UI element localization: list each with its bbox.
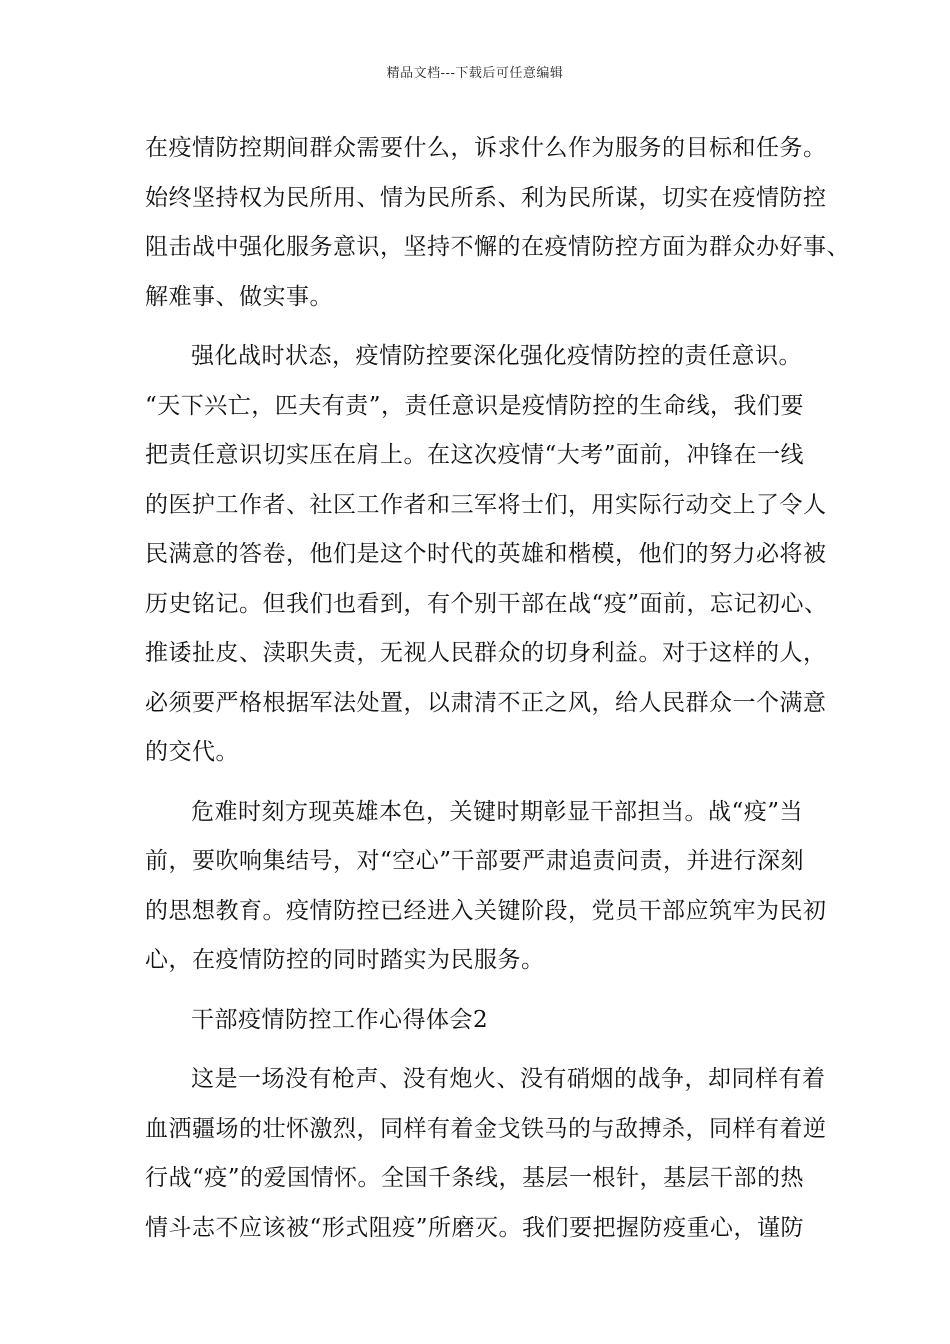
text-line: 行战“疫”的爱国情怀。全国千条线，基层一根针，基层干部的热 bbox=[145, 1165, 805, 1191]
text-line: 危难时刻方现英雄本色，关键时期彰显干部担当。战“疫”当 bbox=[191, 798, 804, 825]
text-line: 这是一场没有枪声、没有炮火、没有硝烟的战争，却同样有着 bbox=[191, 1066, 826, 1092]
text-line: 情斗志不应该被“形式阻疫”所磨灭。我们要把握防疫重心，谨防 bbox=[145, 1214, 805, 1241]
document-body bbox=[145, 124, 850, 1263]
paragraph-2 bbox=[145, 332, 828, 778]
paragraph-3 bbox=[145, 788, 827, 986]
text-line: 必须要严格根据军法处置，以肃清不正之风，给人民群众一个满意 bbox=[145, 689, 827, 716]
text-line: 前，要吹响集结号，对“空心”干部要严肃追责问责，并进行深刻 bbox=[145, 848, 805, 874]
text-line: 的交代。 bbox=[145, 739, 239, 765]
text-line: 血洒疆场的壮怀激烈，同样有着金戈铁马的与敌搏杀，同样有着逆 bbox=[145, 1115, 827, 1142]
text-line: 解难事、做实事。 bbox=[145, 283, 333, 310]
text-line: 的思想教育。疫情防控已经进入关键阶段，党员干部应筑牢为民初 bbox=[145, 897, 827, 924]
text-line: “天下兴亡，匹夫有责”，责任意识是疫情防控的生命线，我们要 bbox=[145, 392, 805, 419]
text-line: 始终坚持权为民所用、情为民所系、利为民所谋，切实在疫情防控 bbox=[145, 184, 827, 211]
text-line: 历史铭记。但我们也看到，有个别干部在战“疫”面前，忘记初心、 bbox=[145, 590, 828, 617]
text-line: 把责任意识切实压在肩上。在这次疫情“大考”面前，冲锋在一线 bbox=[145, 442, 805, 468]
text-line: 民满意的答卷，他们是这个时代的英雄和楷模，他们的努力必将被 bbox=[145, 541, 827, 567]
page-header: 精品文档---下载后可任意编辑 bbox=[386, 66, 564, 81]
section-heading bbox=[145, 996, 817, 1046]
text-line: 的医护工作者、社区工作者和三军将士们，用实际行动交上了令人 bbox=[145, 491, 827, 518]
paragraph-4 bbox=[145, 1055, 827, 1253]
text-line: 强化战时状态，疫情防控要深化强化疫情防控的责任意识。 bbox=[191, 343, 802, 369]
text-line: 干部疫情防控工作心得体会2 bbox=[191, 1006, 489, 1033]
text-line: 在疫情防控期间群众需要什么，诉求什么作为服务的目标和任务。 bbox=[145, 135, 827, 161]
text-line: 推诿扯皮、渎职失责，无视人民群众的切身利益。对于这样的人， bbox=[145, 640, 827, 666]
text-line: 心，在疫情防控的同时踏实为民服务。 bbox=[145, 947, 545, 973]
text-line: 阻击战中强化服务意识，坚持不懈的在疫情防控方面为群众办好事、 bbox=[145, 234, 850, 260]
paragraph-1 bbox=[145, 124, 850, 322]
